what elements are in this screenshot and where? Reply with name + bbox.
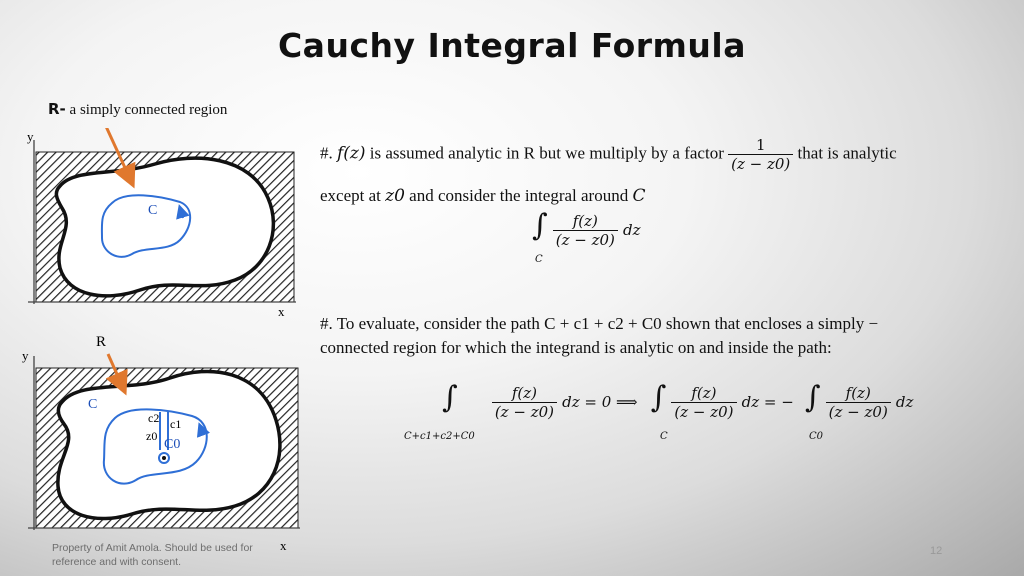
c2-label: c2 bbox=[148, 411, 160, 425]
region-label bbox=[48, 100, 227, 119]
integral-1 bbox=[532, 208, 641, 249]
c1-label: c1 bbox=[170, 417, 182, 431]
fraction-3-den: (z − z0) bbox=[828, 403, 888, 421]
region-R-shape bbox=[56, 158, 273, 296]
region-label-bold: R- bbox=[48, 100, 66, 118]
point1-text3: except at bbox=[320, 186, 386, 205]
cauchy-equation bbox=[442, 380, 913, 421]
math-C: C bbox=[632, 186, 646, 206]
slide-title: Cauchy Integral Formula bbox=[277, 26, 747, 65]
fraction-2-den: (z − z0) bbox=[674, 403, 734, 421]
integral-lower-limit: C bbox=[535, 254, 543, 265]
page-number: 12 bbox=[930, 545, 943, 557]
bullet-prefix: #. bbox=[320, 143, 337, 163]
factor-fraction bbox=[728, 136, 793, 173]
region-figure-top bbox=[20, 128, 310, 320]
contour-C-label: C bbox=[88, 397, 98, 412]
integral-sign-3: ∫ bbox=[804, 380, 821, 415]
integrand-num: f(z) bbox=[553, 212, 618, 231]
fraction-3 bbox=[826, 384, 891, 421]
C0-label: C0 bbox=[164, 437, 181, 452]
contour-C-label: C bbox=[148, 203, 158, 218]
factor-denominator: (z − z0) bbox=[731, 155, 791, 173]
point1-text2: that is analytic bbox=[793, 143, 897, 163]
z0-label: z0 bbox=[146, 429, 158, 443]
fraction-1-num: f(z) bbox=[492, 384, 557, 403]
y-axis-label: y bbox=[27, 129, 34, 144]
region-figure-bottom bbox=[20, 330, 310, 555]
equation-part-2: dz = − bbox=[741, 393, 794, 411]
integral-sign-2: ∫ bbox=[650, 380, 667, 415]
factor-numerator: 1 bbox=[728, 136, 793, 155]
lower-limit-3: C0 bbox=[809, 431, 824, 442]
y-axis-label: y bbox=[22, 348, 29, 363]
x-axis-label: x bbox=[278, 304, 285, 319]
region-R-label: R bbox=[96, 334, 107, 350]
x-axis-label: x bbox=[280, 538, 287, 553]
integrand-fraction bbox=[553, 212, 618, 249]
integral-sign: ∫ bbox=[532, 208, 548, 243]
math-z0: z0 bbox=[385, 186, 405, 206]
point1-line2 bbox=[320, 186, 1010, 206]
equation-part-1: dz = 0 ⟹ bbox=[562, 393, 638, 411]
fraction-1-den: (z − z0) bbox=[494, 403, 554, 421]
footer-note: Property of Amit Amola. Should be used for reference and with consent. bbox=[52, 542, 253, 568]
point2-line2: connected region for which the integrand is analytic on and inside the path: bbox=[320, 338, 832, 357]
math-fz: f(z) bbox=[337, 143, 366, 164]
integrand-dz: dz bbox=[623, 221, 641, 239]
fraction-2 bbox=[671, 384, 736, 421]
point1-text4: and consider the integral around bbox=[404, 186, 633, 205]
lower-limit-1: C+c1+c2+C0 bbox=[404, 431, 475, 442]
point-z0 bbox=[162, 456, 166, 460]
integrand-den: (z − z0) bbox=[555, 231, 615, 249]
region-label-text: a simply connected region bbox=[65, 102, 228, 118]
fraction-2-num: f(z) bbox=[671, 384, 736, 403]
fraction-3-num: f(z) bbox=[826, 384, 891, 403]
integral-sign-1: ∫ bbox=[442, 380, 458, 415]
point1-line1 bbox=[320, 136, 1010, 173]
fraction-1 bbox=[492, 384, 557, 421]
equation-part-3: dz bbox=[895, 393, 914, 411]
point1-text1: is assumed analytic in R but we multiply by a factor bbox=[365, 143, 729, 163]
point2-line1: #. To evaluate, consider the path C + c1 + c2 + C0 shown that encloses a simply − bbox=[320, 314, 879, 333]
lower-limit-2: C bbox=[660, 431, 668, 442]
